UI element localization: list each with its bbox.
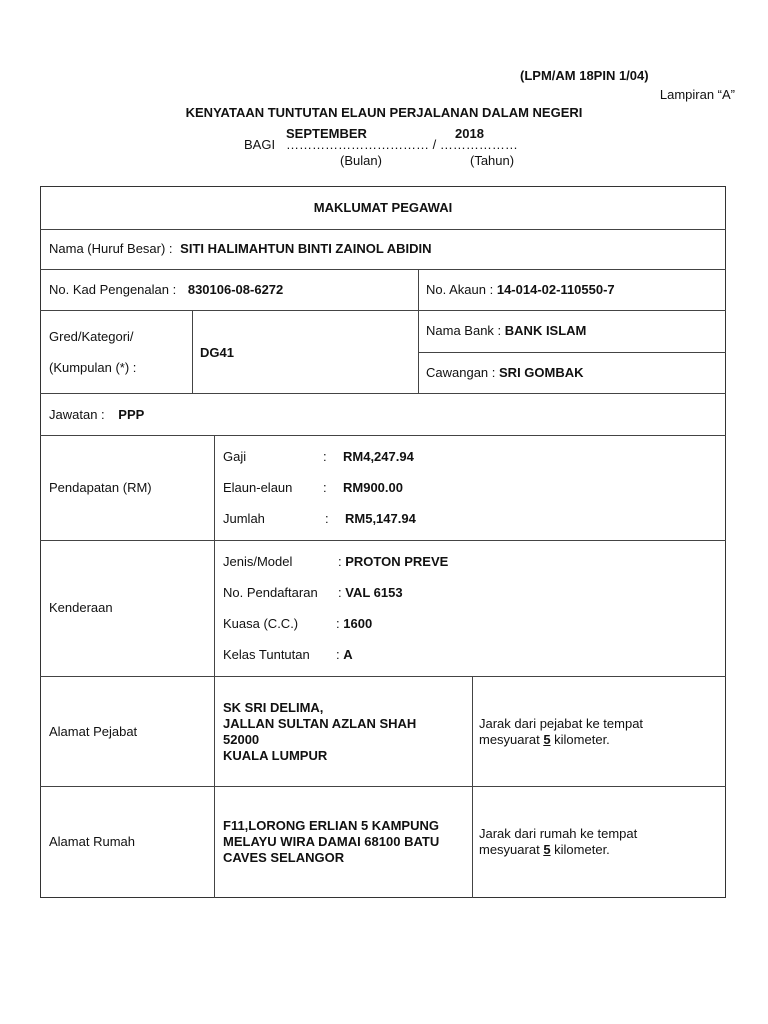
year-value: 2018: [455, 126, 484, 141]
gaji-label: Gaji: [223, 449, 247, 464]
kenderaan-label: Kenderaan: [49, 600, 113, 615]
pejabat-address-line: 52000: [223, 732, 260, 747]
jarak-pejabat-unit: kilometer.: [550, 732, 610, 747]
kuasa-label: Kuasa (C.C.): [223, 616, 299, 631]
column-divider: [472, 676, 473, 898]
jarak-pejabat-km: 5: [543, 732, 551, 747]
row-divider: [40, 435, 726, 436]
column-divider: [192, 310, 193, 393]
cawangan-row: [426, 365, 584, 380]
lampiran-label: Lampiran “A”: [659, 87, 735, 102]
rumah-address-line: CAVES SELANGOR: [223, 850, 345, 865]
akaun-value: 14-014-02-110550-7: [496, 282, 615, 297]
kelas-label: Kelas Tuntutan: [223, 647, 310, 662]
nama-row: [49, 241, 432, 256]
month-value: SEPTEMBER: [286, 126, 367, 141]
akaun-row: [426, 282, 615, 297]
gred-label-line1: Gred/Kategori/: [49, 329, 134, 344]
daftar-label: No. Pendaftaran: [223, 585, 318, 600]
daftar-row: [338, 585, 403, 600]
row-divider: [40, 393, 726, 394]
jarak-rumah: [479, 826, 637, 858]
daftar-colon: :: [338, 585, 342, 600]
gred-value: DG41: [200, 345, 234, 360]
ic-value: 830106-08-6272: [187, 282, 284, 297]
elaun-label: Elaun-elaun: [223, 480, 293, 495]
row-divider: [418, 352, 726, 353]
kelas-row: [336, 647, 353, 662]
kelas-colon: :: [336, 647, 340, 662]
elaun-colon: :: [323, 480, 327, 495]
akaun-label: No. Akaun :: [426, 282, 494, 297]
column-divider: [214, 435, 215, 898]
period-dotted-line: …………………………… / ………………: [286, 137, 518, 152]
pendapatan-label: Pendapatan (RM): [49, 480, 152, 495]
pejabat-label: Alamat Pejabat: [49, 724, 138, 739]
gaji-colon: :: [323, 449, 327, 464]
row-divider: [40, 540, 726, 541]
jenis-label: Jenis/Model: [223, 554, 293, 569]
bank-row: [426, 323, 586, 338]
jumlah-value: RM5,147.94: [345, 511, 416, 526]
jumlah-colon: :: [325, 511, 329, 526]
nama-value: SITI HALIMAHTUN BINTI ZAINOL ABIDIN: [180, 241, 432, 256]
nama-label: Nama (Huruf Besar) :: [49, 241, 173, 256]
pejabat-address-line: SK SRI DELIMA,: [223, 700, 324, 715]
bank-label: Nama Bank :: [426, 323, 502, 338]
kuasa-row: [336, 616, 372, 631]
bank-value: BANK ISLAM: [504, 323, 587, 338]
jawatan-value: PPP: [118, 407, 145, 422]
gred-label-line2: (Kumpulan (*) :: [49, 360, 137, 375]
jarak-rumah-km: 5: [543, 842, 551, 857]
row-divider: [40, 229, 726, 230]
elaun-value: RM900.00: [343, 480, 403, 495]
jawatan-label: Jawatan :: [49, 407, 105, 422]
rumah-address-line: MELAYU WIRA DAMAI 68100 BATU: [223, 834, 440, 849]
row-divider: [40, 269, 726, 270]
row-divider: [40, 310, 726, 311]
jarak-pejabat-line1: Jarak dari pejabat ke tempat: [479, 716, 644, 731]
jenis-row: [338, 554, 448, 569]
pejabat-address-line: KUALA LUMPUR: [223, 748, 328, 763]
jarak-rumah-text: mesyuarat: [479, 842, 544, 857]
jarak-pejabat-text: mesyuarat: [479, 732, 544, 747]
pejabat-address-line: JALLAN SULTAN AZLAN SHAH: [223, 716, 417, 731]
bagi-label: BAGI: [244, 137, 276, 152]
daftar-value: VAL 6153: [345, 585, 403, 600]
jawatan-row: [49, 407, 144, 422]
jarak-pejabat-line2: [479, 732, 643, 748]
row-divider: [40, 786, 726, 787]
jumlah-label: Jumlah: [223, 511, 265, 526]
rumah-label: Alamat Rumah: [49, 834, 135, 849]
rumah-address-line: F11,LORONG ERLIAN 5 KAMPUNG: [223, 818, 439, 833]
jarak-rumah-line2: [479, 842, 637, 858]
jenis-colon: :: [338, 554, 342, 569]
kelas-value: A: [343, 647, 353, 662]
kuasa-value: 1600: [343, 616, 373, 631]
jarak-rumah-line1: Jarak dari rumah ke tempat: [479, 826, 638, 841]
jarak-rumah-unit: kilometer.: [550, 842, 610, 857]
bulan-label: (Bulan): [340, 153, 382, 168]
cawangan-value: SRI GOMBAK: [499, 365, 584, 380]
jenis-value: PROTON PREVE: [345, 554, 449, 569]
ic-label: No. Kad Pengenalan :: [49, 282, 177, 297]
tahun-label: (Tahun): [470, 153, 515, 168]
rumah-address: [223, 818, 439, 866]
column-divider: [418, 269, 419, 393]
ic-row: [49, 282, 283, 297]
gaji-value: RM4,247.94: [343, 449, 414, 464]
section-title: MAKLUMAT PEGAWAI: [313, 200, 453, 215]
pejabat-address: [223, 700, 416, 764]
kuasa-colon: :: [336, 616, 340, 631]
document-title: KENYATAAN TUNTUTAN ELAUN PERJALANAN DALAM NEGERI: [185, 105, 583, 120]
jarak-pejabat: [479, 716, 643, 748]
cawangan-label: Cawangan :: [426, 365, 496, 380]
row-divider: [40, 676, 726, 677]
form-reference-code: (LPM/AM 18PIN 1/04): [520, 68, 649, 83]
